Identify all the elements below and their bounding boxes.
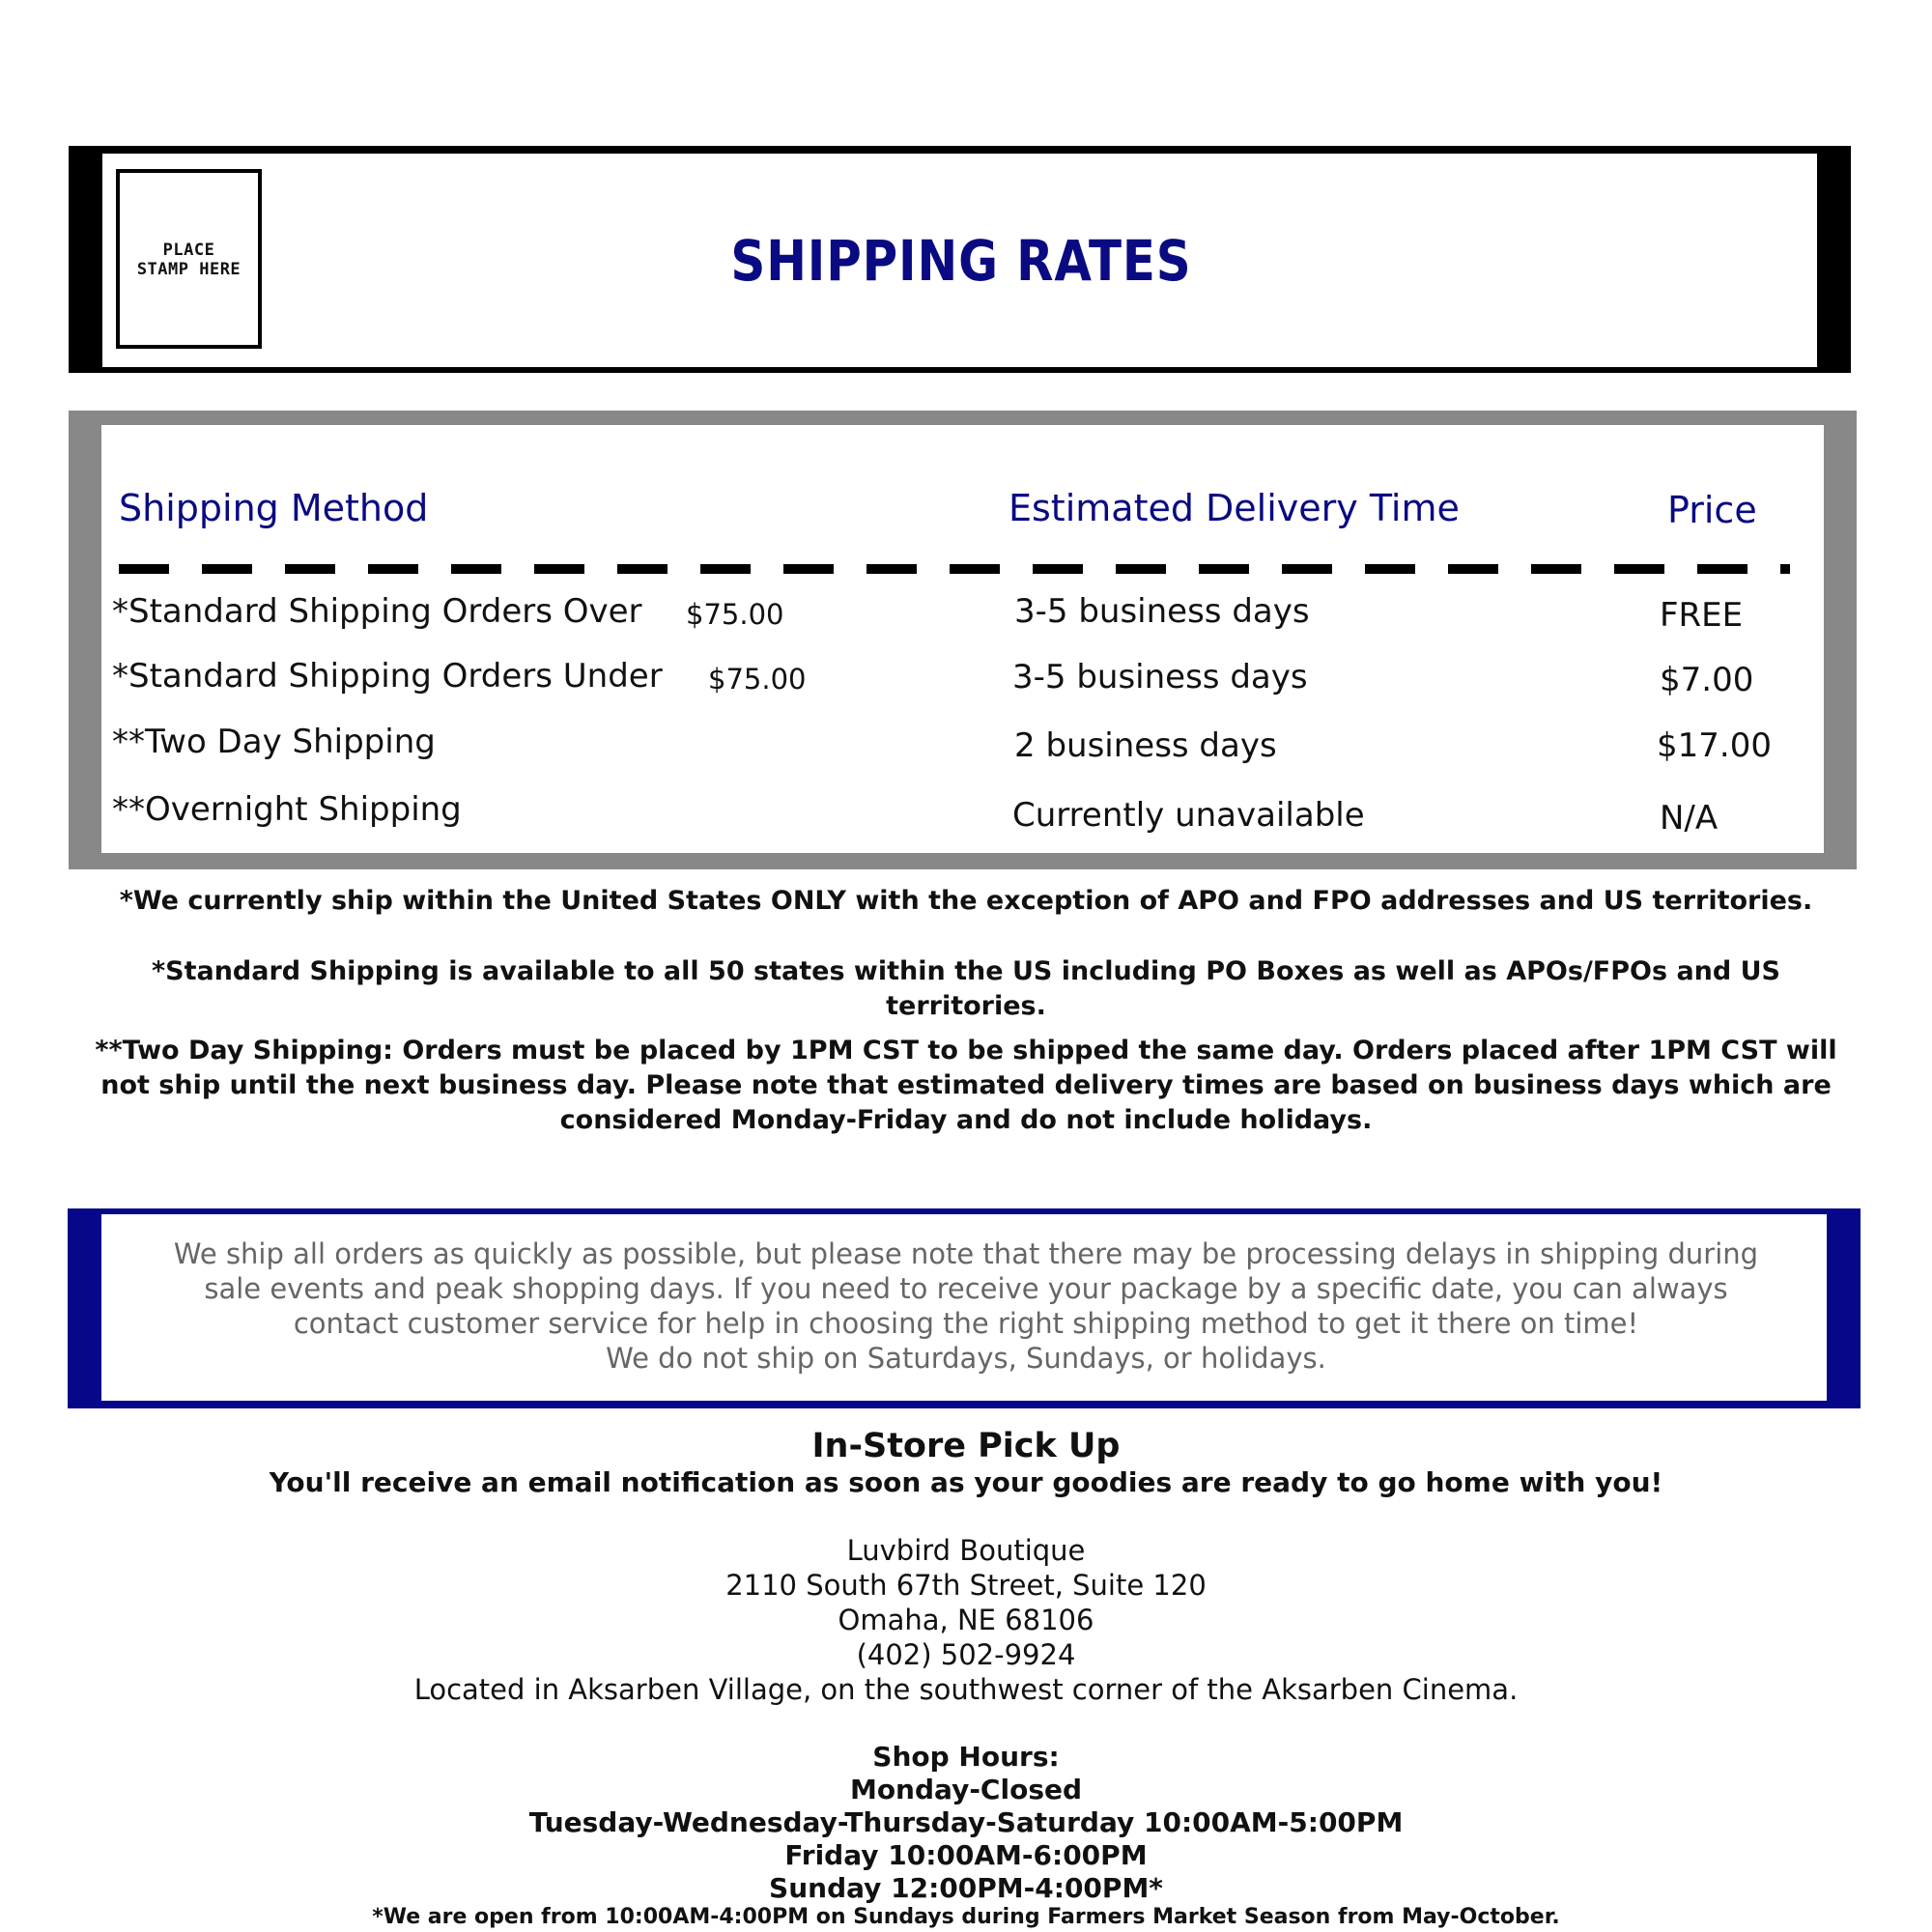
store-location-note: Located in Aksarben Village, on the southwest corner of the Aksarben Cinema. xyxy=(413,1673,1519,1706)
table-row-method: **Overnight Shipping xyxy=(112,790,462,829)
shop-hours xyxy=(0,1741,1932,1905)
processing-notice xyxy=(135,1236,1797,1376)
table-row-method: **Two Day Shipping xyxy=(112,723,436,761)
store-street: 2110 South 67th Street, Suite 120 xyxy=(725,1569,1207,1602)
table-row-delivery: 2 business days xyxy=(1014,726,1277,765)
table-row-amount: $75.00 xyxy=(686,598,784,631)
store-address xyxy=(0,1533,1932,1707)
store-name: Luvbird Boutique xyxy=(846,1534,1086,1567)
shipping-note: *We currently ship within the United States ONLY with the exception of APO and FPO addresses and US territories. xyxy=(119,886,1813,916)
notice-line: sale events and peak shopping days. If you need to receive your package by a specific date, you can always xyxy=(204,1272,1728,1305)
stamp-text: PLACE STAMP HERE xyxy=(136,241,242,279)
table-row-delivery: Currently unavailable xyxy=(1012,796,1365,835)
table-row-delivery: 3-5 business days xyxy=(1014,592,1310,631)
table-row-method: *Standard Shipping Orders Under xyxy=(112,657,663,696)
hours-line: Sunday 12:00PM-4:00PM* xyxy=(769,1872,1163,1904)
store-phone[interactable]: (402) 502-9924 xyxy=(856,1638,1076,1671)
table-row-price: FREE xyxy=(1660,596,1744,635)
table-row-price: $17.00 xyxy=(1657,726,1772,765)
notice-line: We ship all orders as quickly as possible, but please note that there may be processing delays in shipping during xyxy=(173,1237,1759,1270)
table-row-delivery: 3-5 business days xyxy=(1012,658,1308,696)
table-row-price: $7.00 xyxy=(1660,661,1754,699)
notice-line: We do not ship on Saturdays, Sundays, or holidays. xyxy=(606,1342,1326,1375)
market-season-note: *We are open from 10:00AM-4:00PM on Sundays during Farmers Market Season from May-October. xyxy=(372,1905,1560,1929)
hours-title: Shop Hours: xyxy=(872,1741,1060,1773)
column-header-delivery: Estimated Delivery Time xyxy=(1009,487,1460,529)
dashed-divider xyxy=(119,564,1790,574)
column-header-method: Shipping Method xyxy=(119,487,429,529)
column-header-price: Price xyxy=(1667,489,1757,531)
stamp-box xyxy=(116,169,262,349)
store-city: Omaha, NE 68106 xyxy=(838,1604,1094,1636)
table-row-method: *Standard Shipping Orders Over xyxy=(112,592,642,631)
page-title: SHIPPING RATES xyxy=(730,228,1192,294)
hours-line: Monday-Closed xyxy=(849,1774,1083,1805)
shipping-note: **Two Day Shipping: Orders must be placed by 1PM CST to be shipped the same day. Orders placed after 1PM CST will not ship until the next business day. Please note that estimated delivery times are based on business days which are considered Monday-Friday and do not include holidays. xyxy=(95,1036,1837,1135)
pickup-subtitle: You'll receive an email notification as soon as your goodies are ready to go home with you! xyxy=(269,1466,1663,1498)
pickup-title: In-Store Pick Up xyxy=(811,1427,1121,1465)
hours-line: Tuesday-Wednesday-Thursday-Saturday 10:00AM-5:00PM xyxy=(528,1806,1404,1838)
shipping-note: *Standard Shipping is available to all 50 states within the US including PO Boxes as well as APOs/FPOs and US territories. xyxy=(152,956,1780,1021)
table-row-price: N/A xyxy=(1660,799,1719,838)
hours-line: Friday 10:00AM-6:00PM xyxy=(784,1839,1148,1871)
notice-line: contact customer service for help in choosing the right shipping method to get it there on time! xyxy=(293,1307,1639,1340)
table-row-amount: $75.00 xyxy=(708,663,807,696)
